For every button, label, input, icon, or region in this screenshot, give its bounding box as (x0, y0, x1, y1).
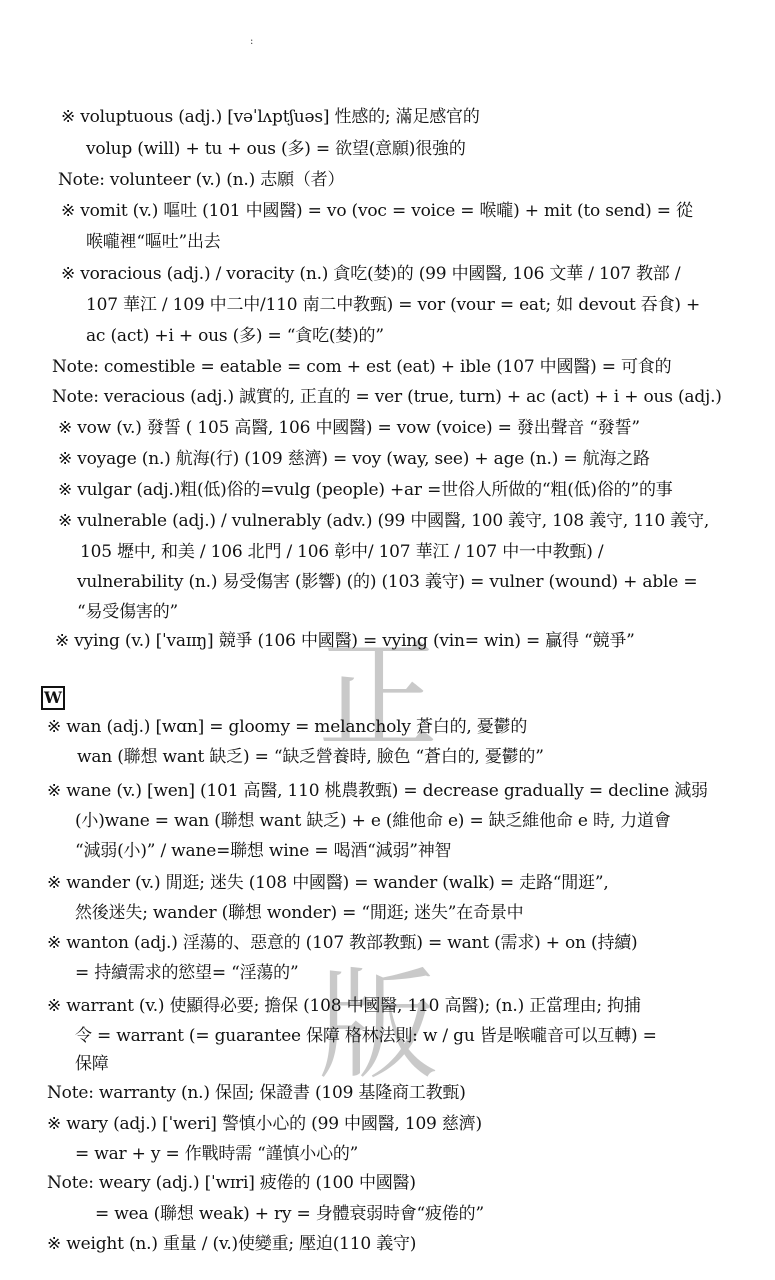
section-letter: W (44, 688, 62, 707)
entry-wan-detail: wan (聯想 want 缺乏) = “缺乏營養時, 臉色 “蒼白的, 憂鬱的” (77, 747, 544, 767)
entry-warrant: ※ warrant (v.) 使顯得必要; 擔保 (108 中國醫, 110 高醫); (n.) 正當理由; 拘捕 (47, 996, 641, 1016)
note-warranty: Note: warranty (n.) 保固; 保證書 (109 基隆商工教甄) (47, 1083, 466, 1103)
entry-voluptuous-detail: volup (will) + tu + ous (多) = 欲望(意願)很強的 (86, 139, 466, 159)
entry-vulnerable: ※ vulnerable (adj.) / vulnerably (adv.) (99 中國醫, 100 義守, 108 義守, 110 義守, (58, 511, 710, 531)
entry-wane: ※ wane (v.) [wen] (101 高醫, 110 桃農教甄) = decrease gradually = decline 減弱 (47, 781, 708, 801)
entry-wan: ※ wan (adj.) [wɑn] = gloomy = melancholy 蒼白的, 憂鬱的 (47, 717, 528, 737)
entry-wander: ※ wander (v.) 閒逛; 迷失 (108 中國醫) = wander (walk) = 走路“閒逛”, (47, 873, 609, 893)
entry-vow: ※ vow (v.) 發誓 ( 105 高醫, 106 中國醫) = vow (voice) = 發出聲音 “發誓” (58, 418, 640, 438)
note-weary: Note: weary (adj.) [ˈwɪri] 疲倦的 (100 中國醫) (47, 1173, 416, 1193)
entry-voluptuous: ※ voluptuous (adj.) [vəˈlʌptʃuəs] 性感的; 滿足感官的 (61, 107, 480, 127)
entry-vomit-detail: 喉嚨裡“嘔吐”出去 (86, 232, 221, 252)
entry-voyage: ※ voyage (n.) 航海(行) (109 慈濟) = voy (way, see) + age (n.) = 航海之路 (58, 449, 650, 469)
entry-vulgar: ※ vulgar (adj.)粗(低)俗的=vulg (people) +ar =世俗人所做的“粗(低)俗的”的事 (58, 480, 673, 500)
entry-vomit: ※ vomit (v.) 嘔吐 (101 中國醫) = vo (voc = voice = 喉嚨) + mit (to send) = 從 (61, 201, 693, 221)
entry-wander-detail: 然後迷失; wander (聯想 wonder) = “閒逛; 迷失”在奇景中 (75, 903, 524, 923)
note-volunteer: Note: volunteer (v.) (n.) 志願（者） (58, 170, 345, 190)
entry-vulnerable-detail-2: vulnerability (n.) 易受傷害 (影響) (的) (103 義守) = vulner (wound) + able = (77, 572, 698, 592)
stamp-char-bottom-glyph: 版 (318, 957, 438, 1096)
note-veracious: Note: veracious (adj.) 誠實的, 正直的 = ver (true, turn) + ac (act) + i + ous (adj.) (52, 387, 722, 407)
entry-voracious: ※ voracious (adj.) / voracity (n.) 貪吃(婪)的 (99 中國醫, 106 文華 / 107 教部 / (61, 264, 681, 284)
entry-wanton-detail: = 持續需求的慾望= “淫蕩的” (75, 963, 299, 983)
entry-warrant-detail-2: 保障 (75, 1054, 109, 1074)
entry-wane-detail-1: (小)wane = wan (聯想 want 缺乏) + e (維他命 e) = 缺乏維他命 e 時, 力道會 (75, 811, 671, 831)
entry-vying: ※ vying (v.) [ˈvaɪɪŋ] 競爭 (106 中國醫) = vying (vin= win) = 贏得 “競爭” (55, 631, 635, 651)
entry-warrant-detail-1: 令 = warrant (= guarantee 保障 格林法則: w / gu 皆是喉嚨音可以互轉) = (75, 1026, 657, 1046)
stamp-char-top-glyph: 正 (318, 627, 438, 766)
entry-vulnerable-detail-1: 105 壢中, 和美 / 106 北門 / 106 彰中/ 107 華江 / 107 中一中教甄) / (80, 542, 604, 562)
entry-wary-detail: = war + y = 作戰時需 “謹慎小心的” (75, 1144, 359, 1164)
entry-wane-detail-2: “減弱(小)” / wane=聯想 wine = 喝酒“減弱”神智 (75, 841, 452, 861)
section-letter-box (41, 686, 65, 710)
entry-weight: ※ weight (n.) 重量 / (v.)使變重; 壓迫(110 義守) (47, 1234, 417, 1254)
entry-wanton: ※ wanton (adj.) 淫蕩的、惡意的 (107 教部教甄) = want (需求) + on (持續) (47, 933, 638, 953)
note-weary-detail: = wea (聯想 weak) + ry = 身體衰弱時會“疲倦的” (95, 1204, 484, 1224)
entry-wary: ※ wary (adj.) [ˈweri] 警慎小心的 (99 中國醫, 109 慈濟) (47, 1114, 482, 1134)
top-mark: : (250, 36, 254, 47)
entry-voracious-detail-1: 107 華江 / 109 中二中/110 南二中教甄) = vor (vour = eat; 如 devout 吞食) + (86, 295, 701, 315)
entry-voracious-detail-2: ac (act) +i + ous (多) = “貪吃(婪)的” (86, 326, 384, 346)
note-comestible: Note: comestible = eatable = com + est (eat) + ible (107 中國醫) = 可食的 (52, 357, 672, 377)
entry-vulnerable-detail-3: “易受傷害的” (77, 602, 178, 622)
